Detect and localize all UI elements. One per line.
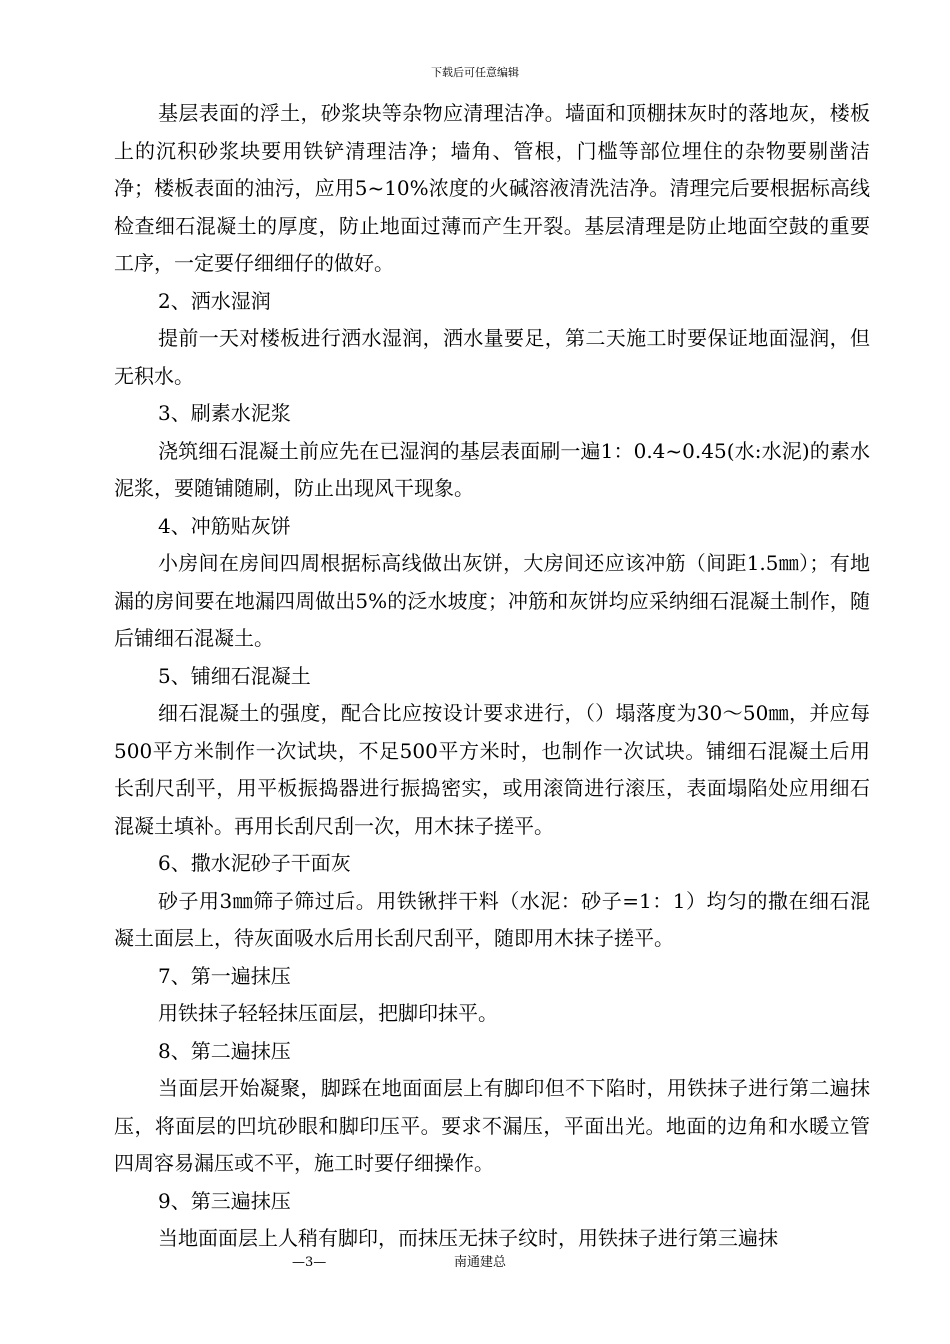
heading-third-troweling: 9、第三遍抹压 xyxy=(158,1188,291,1213)
paragraph-screed-marks: 小房间在房间四周根据标高线做出灰饼，大房间还应该冲筋（间距1.5㎜）；有地漏的房间要在地漏四周做出5%的泛水坡度；冲筋和灰饼均应采纳细石混凝土制作，随后铺细石混凝土。 xyxy=(114,551,870,650)
paragraph-cement-slurry: 浇筑细石混凝土前应先在已湿润的基层表面刷一遍1：0.4~0.45(水:水泥)的素水泥浆，要随铺随刷，防止出现风干现象。 xyxy=(114,438,870,500)
paragraph-base-cleaning: 基层表面的浮土，砂浆块等杂物应清理洁净。墙面和顶棚抹灰时的落地灰，楼板上的沉积砂浆块要用铁铲清理洁净；墙角、管根，门槛等部位埋住的杂物要剔凿洁净；楼板表面的油污，应用5~10%浓度的火碱溶液清洗洁净。清理完后要根据标高线检查细石混凝土的厚度，防止地面过薄而产生开裂。基层清理是防止地面空鼓的重要工序，一定要仔细细仔的做好。 xyxy=(114,101,870,275)
paragraph-sprinkle-water: 提前一天对楼板进行洒水湿润，洒水量要足，第二天施工时要保证地面湿润，但无积水。 xyxy=(114,326,870,388)
heading-sprinkle-water: 2、洒水湿润 xyxy=(158,288,271,313)
paragraph-pour-concrete: 细石混凝土的强度，配合比应按设计要求进行，（）塌落度为30～50㎜，并应每500平方米制作一次试块，不足500平方米时，也制作一次试块。铺细石混凝土后用长刮尺刮平，用平板振捣器进行振捣密实，或用滚筒进行滚压，表面塌陷处应用细石混凝土填补。再用长刮尺刮一次，用木抹子搓平。 xyxy=(114,701,870,838)
page-header: 下载后可任意编辑 xyxy=(431,66,519,79)
paragraph-third-troweling: 当地面面层上人稍有脚印，而抹压无抹子纹时，用铁抹子进行第三遍抹 xyxy=(158,1226,778,1250)
heading-dry-mix: 6、撒水泥砂子干面灰 xyxy=(158,851,351,875)
footer-company: 南通建总 xyxy=(454,1255,507,1270)
document-body xyxy=(114,95,870,1258)
heading-second-troweling: 8、第二遍抹压 xyxy=(158,1038,291,1063)
heading-first-troweling: 7、第一遍抹压 xyxy=(158,963,291,988)
page-footer xyxy=(0,1254,950,1272)
paragraph-second-troweling: 当面层开始凝聚，脚踩在地面面层上有脚印但不下陷时，用铁抹子进行第二遍抹压，将面层的凹坑砂眼和脚印压平。要求不漏压，平面出光。地面的边角和水暖立管四周容易漏压或不平，施工时要仔细操作。 xyxy=(114,1076,870,1175)
paragraph-dry-mix: 砂子用3㎜筛子筛过后。用铁锹拌干料（水泥：砂子=1：1）均匀的撒在细石混凝土面层上，待灰面吸水后用长刮尺刮平，随即用木抹子搓平。 xyxy=(114,888,870,950)
paragraph-first-troweling: 用铁抹子轻轻抹压面层，把脚印抹平。 xyxy=(158,1001,498,1025)
heading-screed-marks: 4、冲筋贴灰饼 xyxy=(158,513,291,538)
page-number: —3— xyxy=(292,1255,327,1270)
heading-pour-concrete: 5、铺细石混凝土 xyxy=(158,663,311,688)
heading-cement-slurry: 3、刷素水泥浆 xyxy=(158,401,291,425)
